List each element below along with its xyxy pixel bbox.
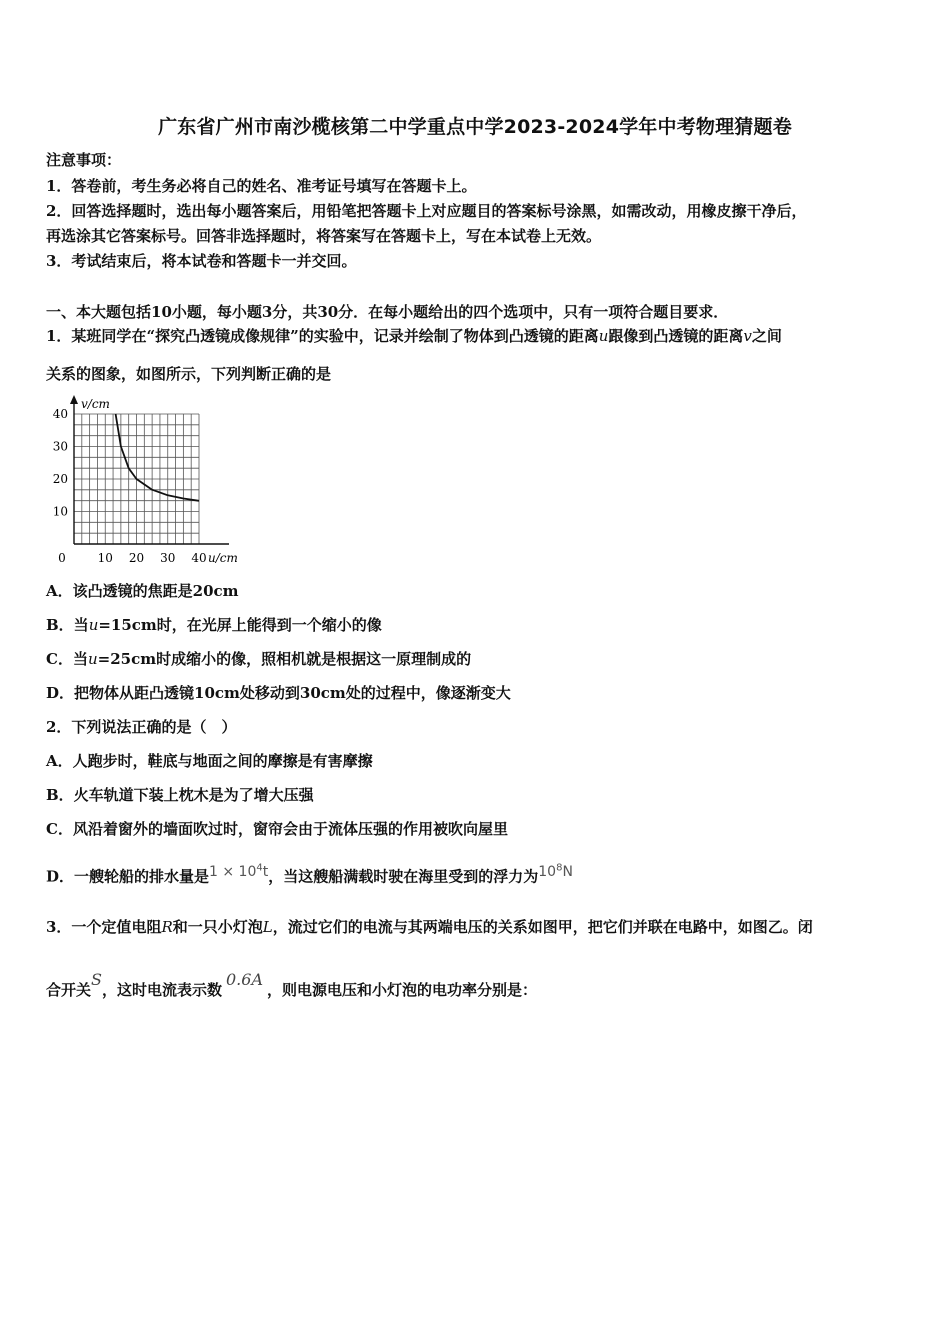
- force-value: [538, 864, 573, 880]
- q3-stem-text: 3．一个定值电阻: [46, 918, 162, 936]
- notice-item-2a: 2．回答选择题时，选出每小题答案后，用铅笔把答题卡上对应题目的答案标号涂黑，如需改动，用橡皮擦干净后，: [46, 202, 807, 220]
- q2-option-b: B．火车轨道下装上枕木是为了增大压强: [46, 786, 314, 804]
- var-u: u: [88, 616, 99, 634]
- q1-option-d: D．把物体从距凸透镜10cm处移动到30cm处的过程中，像逐渐变大: [46, 684, 511, 702]
- mass-base: 1 × 10: [209, 863, 257, 880]
- force-unit: N: [562, 863, 573, 880]
- q1-stem-text: 之间: [751, 327, 782, 345]
- x-tick-label: 20: [128, 551, 145, 565]
- notice-item-1: 1．答卷前，考生务必将自己的姓名、准考证号填写在答题卡上。: [46, 177, 477, 195]
- q1-chart: [44, 392, 244, 567]
- option-text: ，当这艘船满载时驶在海里受到的浮力为: [268, 867, 539, 886]
- mass-value: [209, 864, 268, 880]
- x-axis-label: u/cm: [208, 551, 238, 565]
- option-text: D．一艘轮船的排水量是: [46, 867, 210, 886]
- notice-item-2b: 再选涂其它答案标号。回答非选择题时，将答案写在答题卡上，写在本试卷上无效。: [46, 227, 602, 245]
- q2-stem: 2．下列说法正确的是（ ）: [46, 718, 237, 736]
- q3-stem-b: [46, 970, 538, 1000]
- current-value: 0.6A: [226, 970, 263, 989]
- q3-stem-text: 合开关: [46, 981, 92, 999]
- var-S: S: [91, 970, 102, 989]
- var-v: v: [743, 327, 752, 345]
- q1-stem-text: 跟像到凸透镜的距离: [608, 327, 744, 345]
- x-tick-label: 10: [97, 551, 113, 565]
- force-exponent: 8: [556, 862, 563, 873]
- var-u: u: [598, 327, 609, 345]
- section-1-heading: 一、本大题包括10小题，每小题3分，共30分．在每小题给出的四个选项中，只有一项符合题目要求．: [46, 303, 729, 321]
- y-tick-label: 30: [52, 439, 68, 454]
- y-tick-label: 10: [52, 504, 68, 519]
- mass-unit: t: [262, 863, 269, 880]
- q1-option-b: [46, 615, 382, 635]
- y-tick-label: 40: [52, 407, 68, 421]
- y-axis-label: v/cm: [81, 397, 110, 411]
- q1-option-a: A．该凸透镜的焦距是20cm: [46, 582, 239, 600]
- y-axis-arrow: [70, 395, 78, 404]
- option-text: B．当: [46, 616, 89, 634]
- mass-exponent: 4: [256, 862, 263, 873]
- q3-stem-text: ，这时电流表示数: [101, 981, 222, 999]
- var-u: u: [87, 650, 98, 668]
- q1-stem-b: 关系的图象，如图所示，下列判断正确的是: [46, 365, 332, 383]
- q3-stem-text: 和一只小灯泡: [172, 918, 263, 936]
- notice-heading: 注意事项：: [46, 151, 122, 169]
- var-L: L: [262, 918, 273, 936]
- q3-stem-text: ，流过它们的电流与其两端电压的关系如图甲，把它们并联在电路中，如图乙。闭: [272, 918, 813, 936]
- q3-stem-a: [46, 917, 813, 937]
- x-tick-label: 40: [191, 551, 207, 565]
- option-text: =15cm时，在光屏上能得到一个缩小的像: [98, 616, 382, 634]
- q3-stem-text: ，则电源电压和小灯泡的电功率分别是：: [267, 981, 538, 999]
- option-text: C．当: [46, 650, 88, 668]
- q2-option-d: [46, 864, 573, 888]
- q1-option-c: [46, 649, 471, 669]
- var-R: R: [161, 918, 173, 936]
- notice-item-3: 3．考试结束后，将本试卷和答题卡一并交回。: [46, 252, 357, 270]
- q2-option-c: C．风沿着窗外的墙面吹过时，窗帘会由于流体压强的作用被吹向屋里: [46, 820, 508, 838]
- q1-stem-text: 1．某班同学在“探究凸透镜成像规律”的实验中，记录并绘制了物体到凸透镜的距离: [46, 327, 599, 345]
- x-tick-label: 0: [58, 551, 66, 565]
- page-title: 广东省广州市南沙榄核第二中学重点中学2023-2024学年中考物理猜题卷: [158, 116, 792, 138]
- force-base: 10: [538, 863, 557, 880]
- option-text: =25cm时成缩小的像，照相机就是根据这一原理制成的: [97, 650, 472, 668]
- q1-stem-a: [46, 326, 782, 346]
- y-tick-label: 20: [52, 472, 68, 486]
- x-tick-label: 30: [160, 551, 176, 565]
- q2-option-a: A．人跑步时，鞋底与地面之间的摩擦是有害摩擦: [46, 752, 373, 770]
